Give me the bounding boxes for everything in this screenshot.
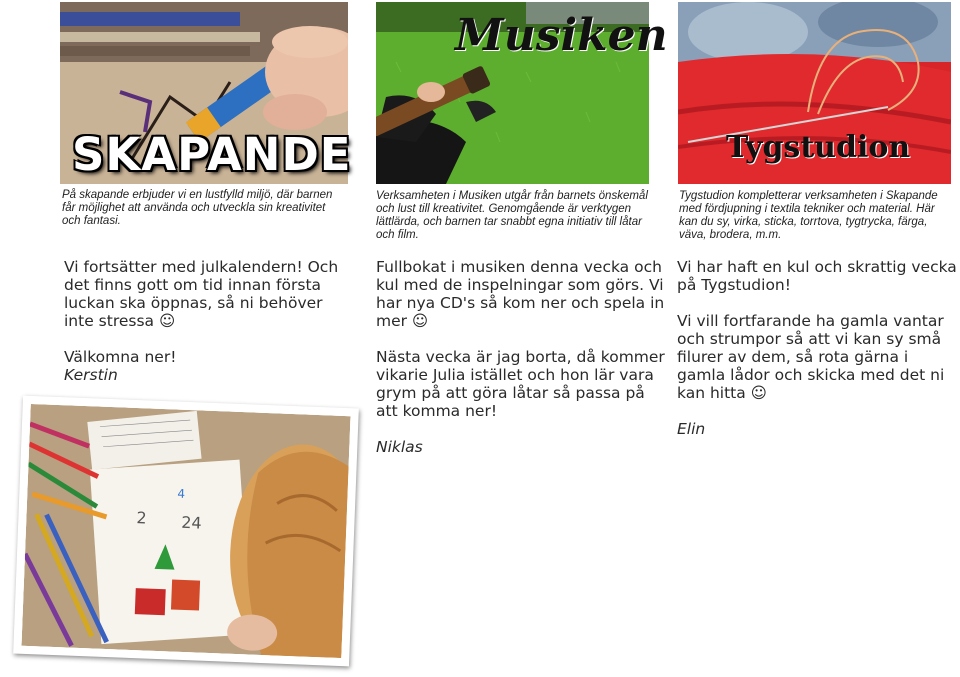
skapande-caption: På skapande erbjuder vi en lustfylld miljö, där barnen får möjlighet att använda och utveckla sin kreativitet och fantasi. (62, 189, 333, 227)
skapande-body (64, 258, 354, 384)
musiken-caption: Verksamheten i Musiken utgår från barnets önskemål och lust till kreativitet. Genomgående är verktygen lättlärda, och barnen tar snabbt egna initiativ till låtar och film. (376, 190, 648, 241)
musiken-body (376, 258, 666, 456)
tygstudion-signature: Elin (677, 420, 706, 438)
svg-text:4: 4 (177, 486, 186, 501)
skapande-title: SKAPANDE (72, 128, 352, 181)
musiken-signature: Niklas (376, 438, 423, 456)
skapande-signature: Kerstin (64, 366, 118, 384)
tygstudion-body (677, 258, 960, 438)
svg-text:24: 24 (180, 512, 203, 533)
tygstudion-title: Tygstudion (726, 130, 911, 165)
musiken-paragraph-1: Fullbokat i musiken denna vecka och kul med de inspelningar som görs. Vi har nya CD's så kom ner och spela in mer ☺ (376, 258, 665, 330)
tygstudion-caption: Tygstudion kompletterar verksamheten i Skapande med fördjupning i textila tekniker och material. Här kan du sy, virka, sticka, torrtova, tygtrycka, färga, väva, brodera, m.m. (679, 190, 938, 241)
musiken-title: Musiken (455, 10, 668, 61)
musiken-paragraph-2: Nästa vecka är jag borta, då kommer vikarie Julia istället och hon lär vara grym på att göra låtar så passa på att komma ner! (376, 348, 665, 420)
skapande-paragraph-1: Vi fortsätter med julkalendern! Och det finns gott om tid innan första luckan ska öppnas, så ni behöver inte stressa ☺ (64, 258, 339, 330)
child-drawing-photo (13, 396, 359, 667)
svg-text:2: 2 (136, 508, 148, 528)
tygstudion-paragraph-2: Vi vill fortfarande ha gamla vantar och strumpor så att vi kan sy små filurer av dem, så rota gärna i gamla lådor och skicka med det ni kan hitta ☺ (677, 312, 945, 402)
tygstudion-paragraph-1: Vi har haft en kul och skrattig vecka på Tygstudion! (677, 258, 957, 294)
skapande-paragraph-2: Välkomna ner! (64, 348, 177, 366)
